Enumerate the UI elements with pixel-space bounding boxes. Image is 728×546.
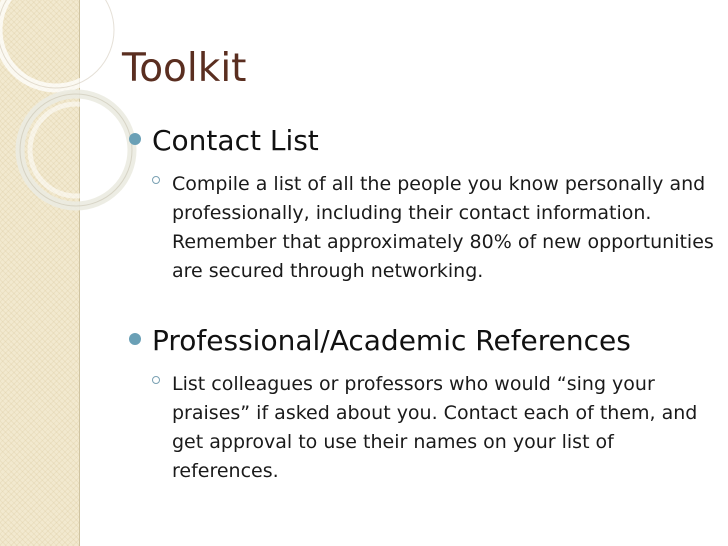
slide-title: Toolkit [122,46,247,91]
bullet-label: Professional/Academic References [152,324,631,357]
filled-bullet-icon [128,332,142,346]
filled-bullet-icon [128,132,142,146]
sub-bullet-text: Compile a list of all the people you know personally and professionally, including their contact information. Remember that approximately 80% of new opportunities are secured through networking. [172,173,714,282]
hollow-circle-bullet-icon [152,176,160,184]
sub-bullet-text: List colleagues or professors who would “sing your praises” if asked about you. Contact each of them, and get approval to use their names on your list of references. [172,373,698,482]
hollow-circle-bullet-icon [152,376,160,384]
bullet-label: Contact List [152,124,319,157]
